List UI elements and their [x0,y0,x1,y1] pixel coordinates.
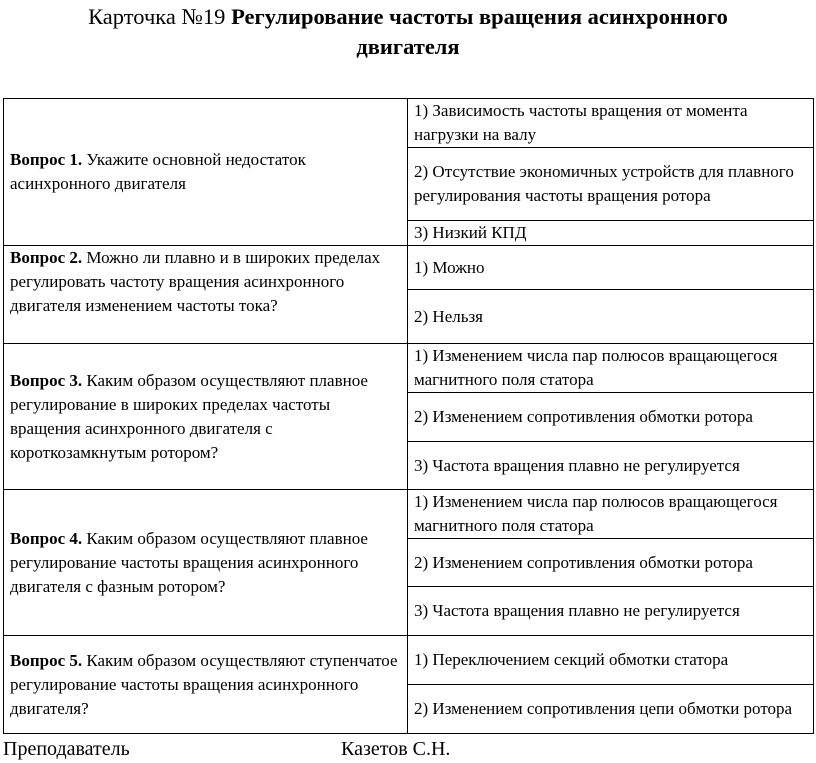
question-5-text: Каким образом осуществляют ступенчатое регулирование частоты вращения асинхронного двигателя? [10,650,398,718]
table-row [4,636,814,685]
question-2-text: Можно ли плавно и в широких пределах регулировать частоту вращения асинхронного двигателя изменением частоты тока? [10,248,381,315]
question-3-label: Вопрос 3. [10,370,83,390]
answer-5-1: 1) Переключением секций обмотки статора [408,636,814,685]
teacher-role: Преподаватель [3,738,130,760]
question-1-cell [4,99,408,246]
question-4-cell [4,490,408,636]
page-title [0,2,816,62]
answer-3-2: 2) Изменением сопротивления обмотки ротора [408,393,814,442]
question-2-label: Вопрос 2. [10,248,83,267]
question-3-cell [4,344,408,490]
table-row [4,99,814,148]
table-row [4,490,814,539]
question-4-text: Каким образом осуществляют плавное регулирование частоты вращения асинхронного двигателя с фазным ротором? [10,528,368,596]
answer-4-3: 3) Частота вращения плавно не регулируется [408,587,814,636]
table-row [4,344,814,393]
question-1-label: Вопрос 1. [10,150,83,169]
answer-1-3: 3) Низкий КПД [408,221,814,246]
question-1-text: Укажите основной недостаток асинхронного двигателя [10,150,306,193]
card-title-line2: двигателя [356,34,460,59]
table-row [4,246,814,290]
teacher-name: Казетов С.Н. [341,738,451,760]
answer-3-1: 1) Изменением числа пар полюсов вращающегося магнитного поля статора [408,344,814,393]
answer-1-1: 1) Зависимость частоты вращения от момента нагрузки на валу [408,99,814,148]
question-5-label: Вопрос 5. [10,650,83,670]
answer-3-3: 3) Частота вращения плавно не регулируется [408,442,814,490]
question-2-cell [4,246,408,344]
answer-1-2: 2) Отсутствие экономичных устройств для плавного регулирования частоты вращения ротора [408,148,814,221]
card-title-line1: Регулирование частоты вращения асинхронного [231,4,728,29]
card-number: Карточка №19 [88,4,232,29]
answer-2-2: 2) Нельзя [408,290,814,344]
answer-4-1: 1) Изменением числа пар полюсов вращающегося магнитного поля статора [408,490,814,539]
question-4-label: Вопрос 4. [10,528,83,548]
question-3-text: Каким образом осуществляют плавное регулирование в широких пределах частоты вращения асинхронного двигателя с короткозамкнутым ротором? [10,370,368,462]
answer-5-2: 2) Изменением сопротивления цепи обмотки ротора [408,685,814,734]
answer-2-1: 1) Можно [408,246,814,290]
question-5-cell [4,636,408,734]
answer-4-2: 2) Изменением сопротивления обмотки ротора [408,539,814,587]
questions-table [3,98,814,734]
